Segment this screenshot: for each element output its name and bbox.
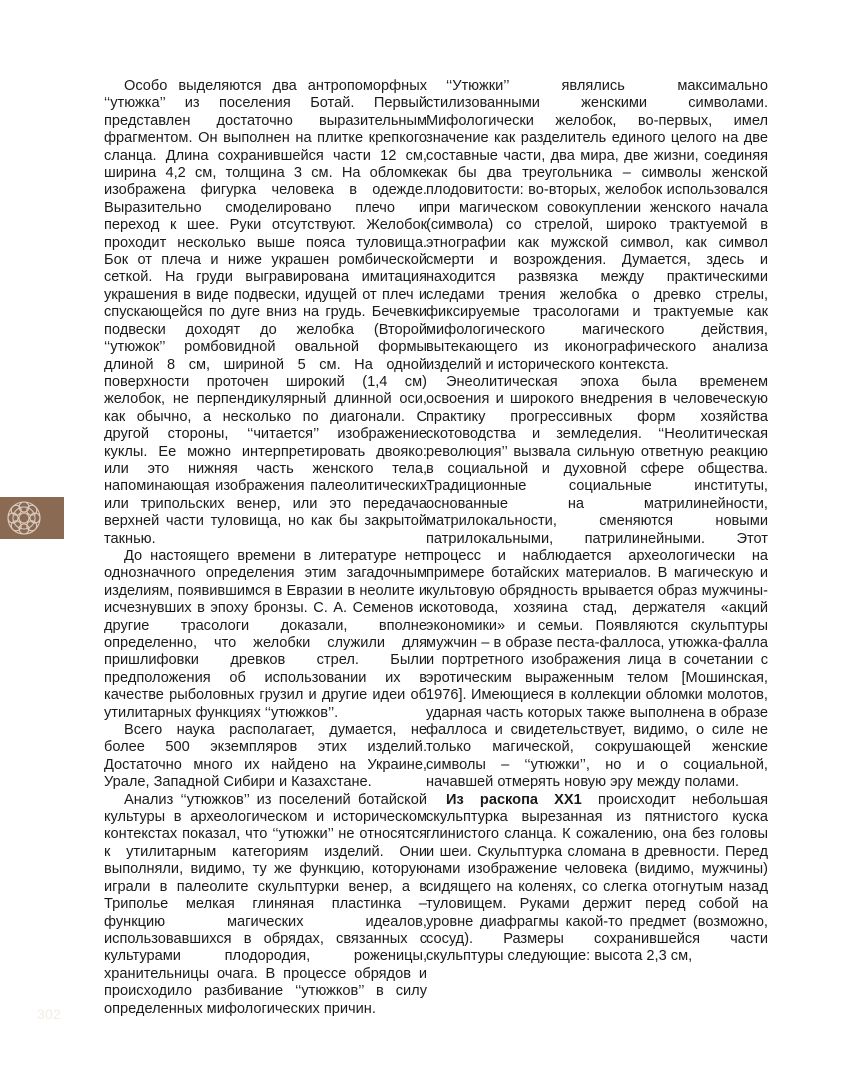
paragraph: ‘‘Утюжки’’ являлись максимально стилизованными женскими символами. Мифологически желобок, во-первых, имел значение как разделитель единого целого на две составные части, два мира, две жизни, соединяя как бы два треугольника – символы женской плодовитости: во-вторых, желобок использовался при магическом совокуплении женского начала (символа) со стрелой, широко трактуемой в этнографии как мужской символ, как символ смерти и возрождения. Думается, здесь и находится развязка между практическими следами трения желобка о древко стрелы, фиксируемые трасологами и трактуемые как мифологического магического действия, вытекающего из иконографического анализа изделий и исторического контекста.	[426, 78, 768, 373]
paragraph-bold-lead: Из раскопа XX1	[446, 791, 582, 808]
page-number: 302	[37, 1006, 61, 1022]
paragraph: Энеолитическая эпоха была временем освоения и широкого внедрения в человеческую практику прогрессивных форм хозяйства скотоводства и земледелия. ‘‘Неолитическая революция’’ вызвала сильную ответную реакцию в социальной и духовной сфере общества. Традиционные социальные институты, основанные на матрилинейности, матрилокальности, сменяются новыми патрилокальными, патрилинейными. Этот процесс и наблюдается археологически на примере ботайских материалов. В магическую и культовую обрядность врывается образ мужчины-скотовода, хозяина стад, держателя «акций экономики» и семьи. Появляются скульптуры мужчин – в образе песта-фаллоса, утюжка-фалла и портретного изображения лица в сочетании с эротическим выраженным телом [Мошинская, 1976]. Имеющиеся в коллекции обломки молотов, ударная часть которых также выполнена в образе фаллоса и свидетельствует, видимо, о силе не только магической, сокрушающей женские символы – ‘‘утюжки’’, но и о социальной, начавшей отмерять новую эру между полами.	[426, 373, 768, 791]
right-text-column	[426, 78, 768, 966]
paragraph: До настоящего времени в литературе нет однозначного определения этим загадочным изделиям, появившимся в Евразии в неолите и исчезнувших в эпоху бронзы. С. А. Семенов и другие трасологи доказали, вполне определенно, что желобки служили для пришлифовки древков стрел. Были предположения об использовании их в качестве рыболовных грузил и другие идеи об утилитарных функциях ‘‘утюжков’’.	[104, 547, 427, 721]
paragraph: Анализ ‘‘утюжков’’ из поселений ботайской культуры в археологическом и историческом контекстах показал, что ‘‘утюжки’’ не относятся к утилитарным категориям изделий. Они выполняли, видимо, ту же функцию, которую играли в палеолите скульптурки венер, а в Триполье мелкая глиняная пластинка – функцию магических идеалов, использовавшихся в обрядах, связанных с культурами плодородия, роженицы, хранительницы очага. В процессе обрядов и происходило разбивание ‘‘утюжков’’ в силу определенных мифологических причин.	[104, 791, 427, 1017]
paragraph-text: происходит небольшая скульптурка вырезанная из пятнистого куска глинистого сланца. К сожалению, она без головы и шеи. Скульптурка сломана в древности. Перед нами изображение человека (видимо, мужчины) сидящего на коленях, со слегка отогнутым назад туловищем. Руками держит перед собой на уровне диафрагмы какой-то предмет (возможно, сосуд). Размеры сохранившейся части скульптуры следующие: высота 2,3 см,	[426, 791, 768, 965]
paragraph: Особо выделяются два антропоморфных ‘‘утюжка’’ из поселения Ботай. Первый представлен достаточно выразительным фрагментом. Он выполнен на плитке крепкого сланца. Длина сохранившейся части 12 см, ширина 4,2 см, толщина 3 см. На обломке изображена фигурка человека в одежде. Выразительно смоделировано плечо и переход к шее. Руки отсутствуют. Желобок проходит несколько выше пояса туловища. Бок от плеча и ниже украшен ромбической сеткой. На груди выгравирована имитация украшения в виде подвески, идущей от плеч и спускающейся по дуге вниз на грудь. Бечевки подвески доходят до желобка (Второй ‘‘утюжок’’ ромбовидной овальной формы длиной 8 см, шириной 5 см. На одной поверхности проточен широкий (1,4 см) желобок, не перпендикулярный длинной оси, как обычно, а несколько по диагонали. С другой стороны, ‘‘читается’’ изображение куклы. Ее можно интерпретировать двояко: или это нижняя часть женского тела, напоминающая изображения палеолитических или трипольских венер, или это передача верхней части туловища, но как бы закрытой такнью.	[104, 78, 427, 547]
page-number-marker	[0, 497, 64, 1022]
rosette-ornament-icon	[6, 500, 42, 536]
paragraph: Всего наука располагает, думается, не более 500 экземпляров этих изделий. Достаточно много их найдено на Украине, Урале, Западной Сибири и Казахстане.	[104, 722, 427, 791]
left-text-column	[104, 78, 427, 1018]
paragraph-excavation	[426, 792, 768, 966]
